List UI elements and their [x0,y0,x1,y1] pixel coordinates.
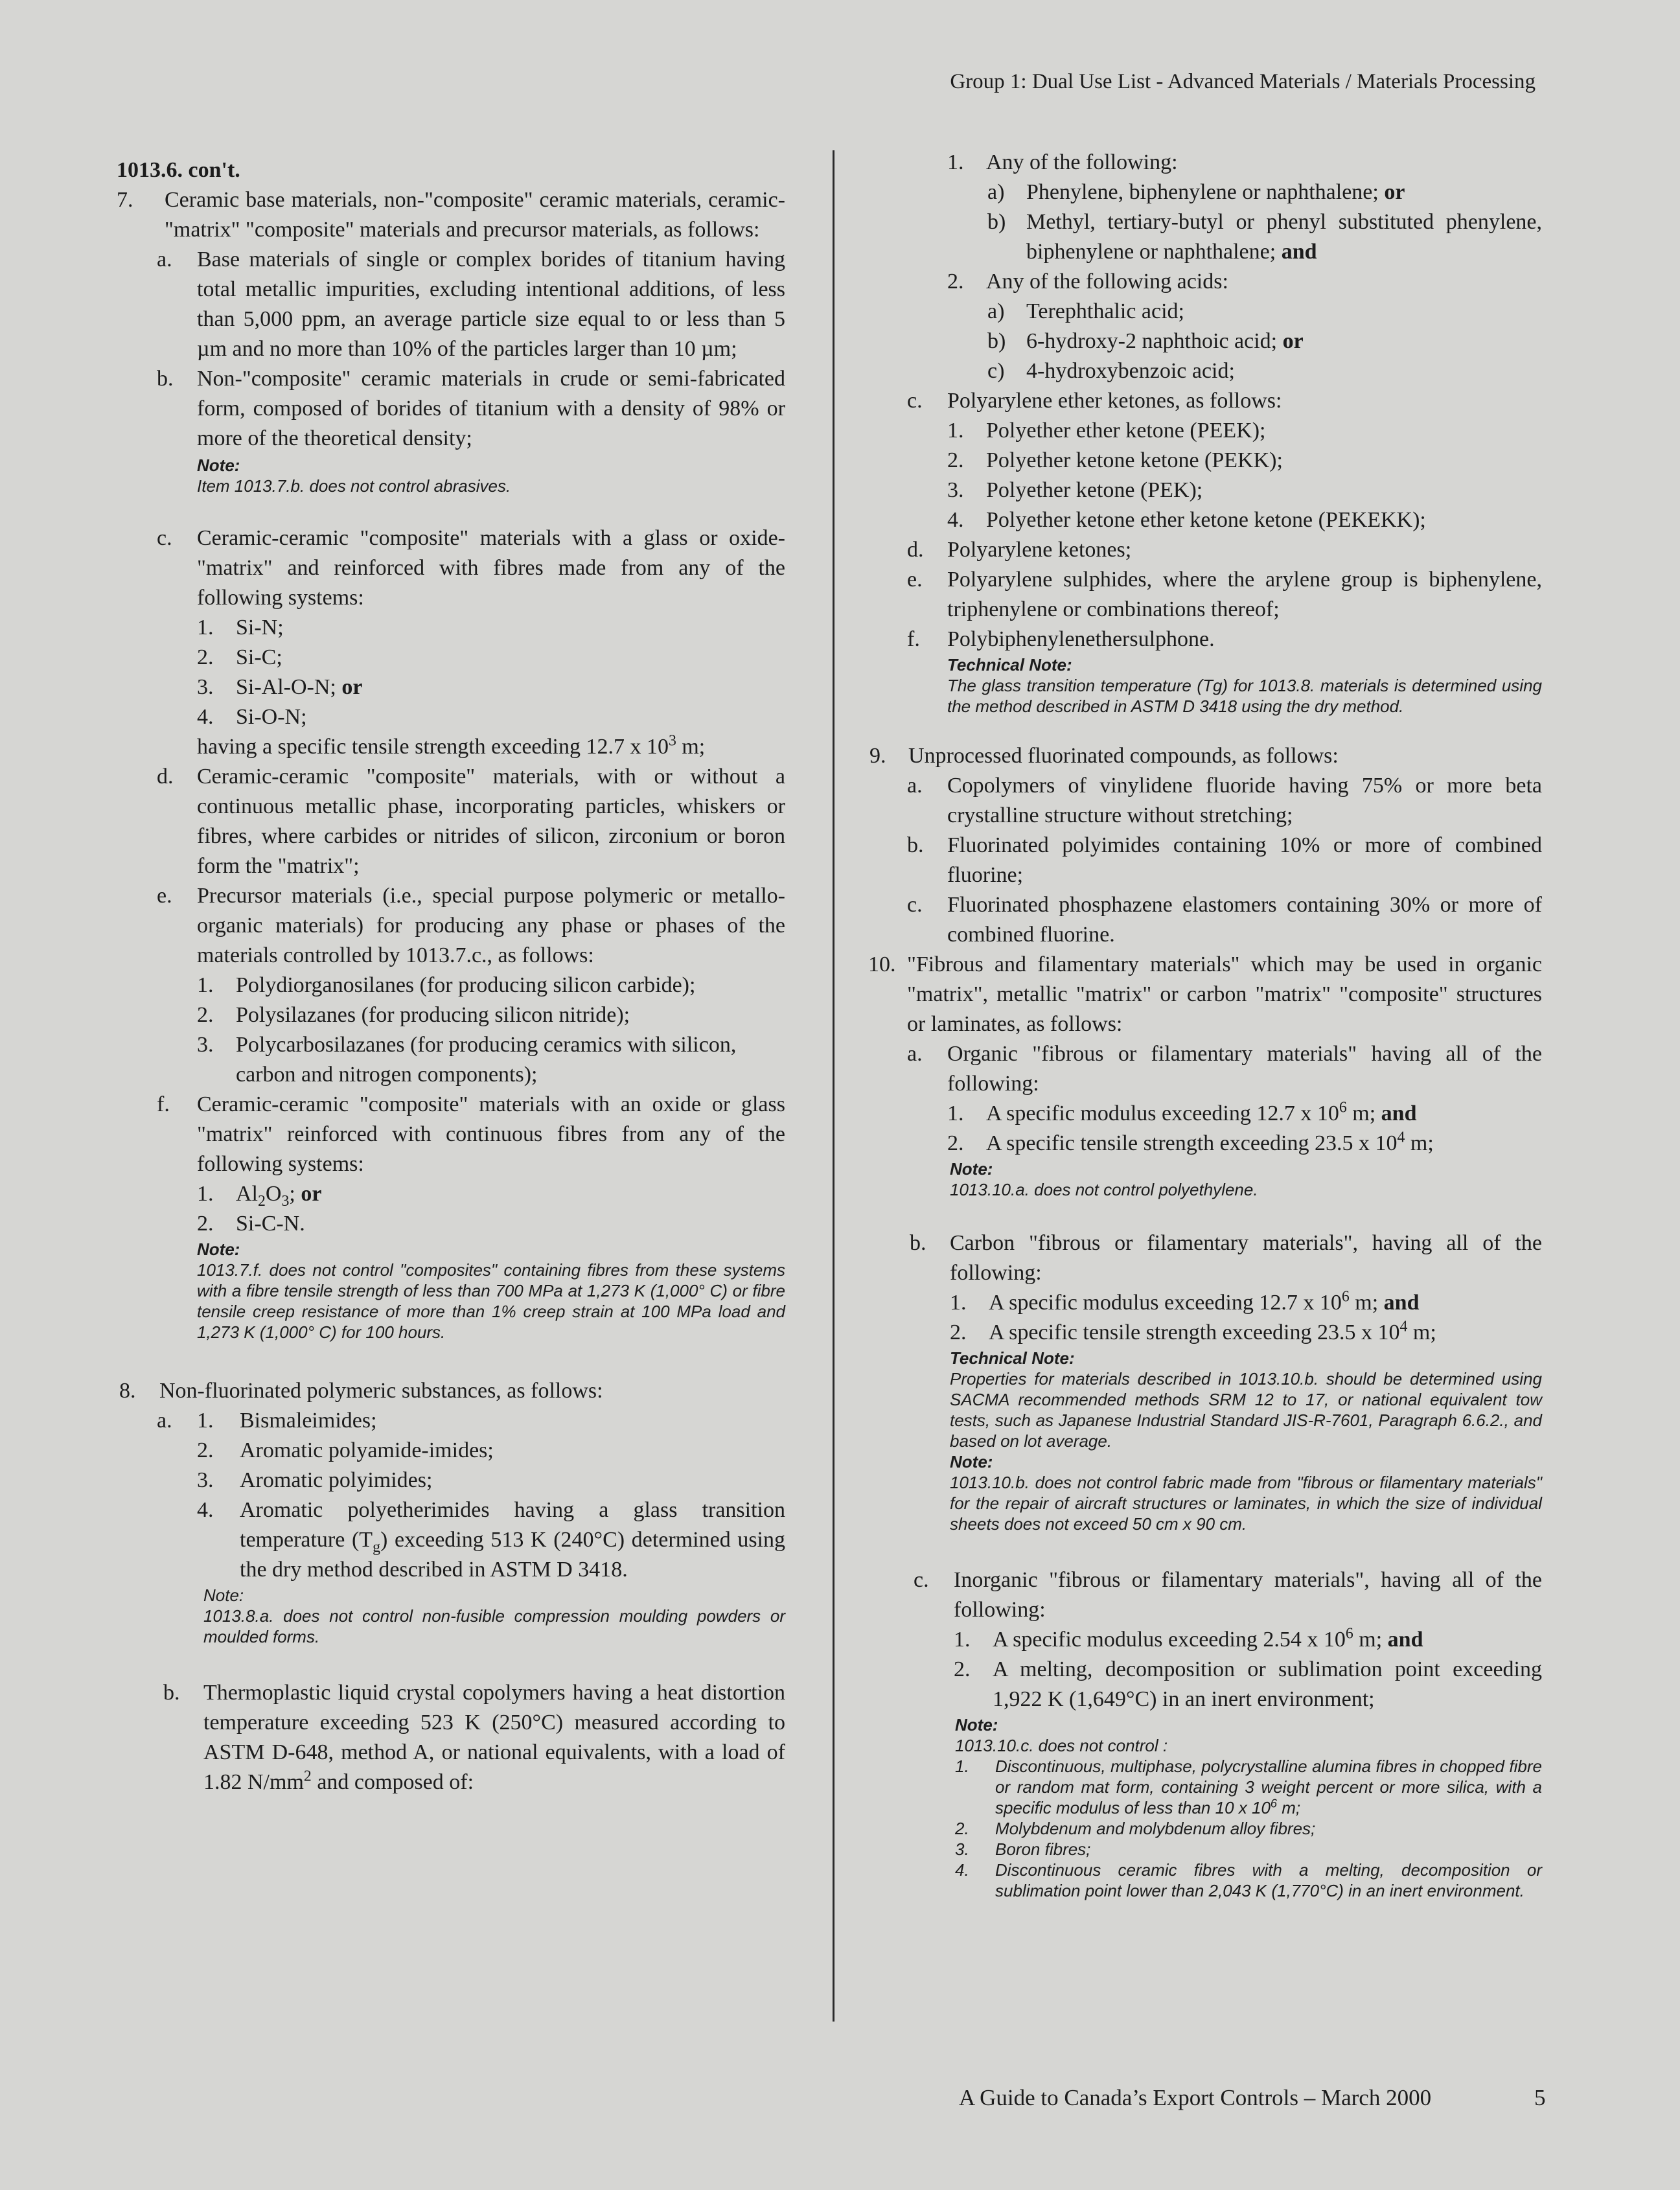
item-8e [860,565,1542,625]
item-10c [860,1565,1542,1625]
item-10a-2-text: A specific tensile strength exceeding 23.5 x 10 [986,1131,1398,1155]
item-10c-2 [860,1655,1542,1714]
item-7e [117,881,785,971]
item-8c-3-text: Polyether ketone (PEK); [986,478,1203,502]
item-10a-1-text: A specific modulus exceeding 12.7 x 10 [986,1101,1339,1125]
item-8b-exponent: 2 [303,1768,312,1785]
item-7b-text: Non-"composite" ceramic materials in crude or semi-fabricated form, composed of borides of titanium with a density of 98% or more of the theoretical density; [197,367,785,450]
item-10b-1-num: 1. [950,1291,967,1315]
item-9a-text: Copolymers of vinylidene fluoride having 75% or more beta crystalline structure without stretching; [947,774,1542,827]
item-8b-1a-or: or [1384,180,1405,204]
item-9b [860,831,1542,890]
technical-note-10b-text: Properties for materials described in 1013.10.b. should be determined using SACMA recommended methods SRM 12 to 17, or national equivalent tow tests, such as Japanese Industrial Standard JIS-R-7601, Paragraph 6.6.2., and based on lot average. [950,1369,1542,1451]
item-8c-letter: c. [907,389,923,413]
item-8a-1 [117,1406,785,1436]
item-10a-2 [860,1129,1542,1158]
item-7f [117,1090,785,1179]
item-9a [860,771,1542,831]
item-10b-2 [860,1318,1542,1348]
note-10c-item-4-num: 4. [955,1860,969,1880]
note-10c-item-1 [955,1756,1542,1818]
item-8b-text: Thermoplastic liquid crystal copolymers having a heat distortion temperature exceeding 523 K (250°C) measured according to ASTM D-648, method A, or national equivalents, with a load of 1.82 N/mm [203,1681,785,1794]
item-8b-2a [860,297,1542,327]
item-8b-2-num: 2. [947,270,964,294]
item-8c-3-num: 3. [947,478,964,502]
item-8a-2-num: 2. [197,1438,214,1462]
note-10c-item-4 [955,1860,1542,1901]
section-heading: 1013.6. con't. [117,158,240,182]
note-8a-label: Note: [203,1585,244,1605]
item-7c-3-num: 3. [197,675,214,699]
item-10c-text: Inorganic "fibrous or filamentary materials", having all of the following: [954,1568,1542,1622]
note-8a-text: 1013.8.a. does not control non-fusible compression moulding powders or moulded forms. [203,1606,785,1646]
item-7f-2 [117,1209,785,1239]
item-8c-3 [860,476,1542,505]
item-8b-text-end: and composed of: [311,1770,474,1794]
item-10b-1-unit: m; [1349,1291,1379,1315]
item-10a-letter: a. [907,1042,923,1066]
note-10c-item-4-text: Discontinuous ceramic fibres with a melting, decomposition or sublimation point lower than 2,043 K (1,770°C) in an inert environment. [995,1860,1542,1900]
item-10c-1-unit: m; [1353,1628,1383,1652]
item-10a-2-exponent: 4 [1397,1129,1405,1146]
item-10c-1-num: 1. [954,1628,971,1652]
item-7e-2-text: Polysilazanes (for producing silicon nitride); [236,1003,630,1027]
item-9b-text: Fluorinated polyimides containing 10% or more of combined fluorine; [947,833,1542,887]
note-10c-label: Note: [955,1715,998,1735]
item-8a-4 [117,1495,785,1585]
item-8b-2c-num: c) [987,359,1005,383]
item-8a-4-text: Aromatic polyetherimides having a glass transition temperature (T [240,1498,785,1552]
item-8a-1-num: 1. [197,1409,214,1433]
item-8c [860,386,1542,416]
item-10c-1 [860,1625,1542,1655]
item-9-text: Unprocessed fluorinated compounds, as follows: [908,744,1339,768]
technical-note-10b-label: Technical Note: [950,1348,1075,1368]
item-7c-3-text: Si-Al-O-N; [236,675,336,699]
item-8a-3 [117,1466,785,1495]
item-10a-1-unit: m; [1346,1101,1376,1125]
left-column [117,156,785,1797]
note-10c-item-3-text: Boron fibres; [995,1839,1091,1859]
item-8b-1-num: 1. [947,150,964,174]
item-7f-1-or: or [301,1182,322,1206]
item-10b-1 [860,1288,1542,1318]
item-7-number: 7. [117,188,133,212]
item-7e-1-num: 1. [197,973,214,997]
technical-note-8 [860,654,1542,717]
note-8a [117,1585,785,1647]
technical-note-10b [860,1348,1542,1534]
item-7c-tail-unit: m; [676,735,706,759]
item-10a-text: Organic "fibrous or filamentary materials" having all of the following: [947,1042,1542,1096]
item-7f-2-num: 2. [197,1212,214,1236]
item-10c-2-text: A melting, decomposition or sublimation point exceeding 1,922 K (1,649°C) in an inert environment; [993,1657,1542,1711]
item-7e-1-text: Polydiorganosilanes (for producing silicon carbide); [236,973,696,997]
item-7c-tail-exponent: 3 [668,732,676,750]
note-10c-item-3-num: 3. [955,1839,969,1859]
item-8a-letter: a. [157,1409,172,1433]
item-7f-1-o: O [265,1182,282,1206]
item-8c-1-text: Polyether ether ketone (PEEK); [986,419,1266,443]
note-7f [117,1239,785,1343]
item-7c-text: Ceramic-ceramic "composite" materials with a glass or oxide-"matrix" and reinforced with fibres made from any of the following systems: [197,526,785,610]
item-8b-1a-text: Phenylene, biphenylene or naphthalene; [1026,180,1379,204]
item-8b-1b-and: and [1281,240,1317,264]
item-10b-1-exponent: 6 [1341,1288,1350,1306]
item-7e-3 [117,1030,785,1090]
item-10c-2-num: 2. [954,1657,971,1681]
item-8a-2 [117,1436,785,1466]
note-10c-item-3 [955,1839,1542,1860]
item-9c-text: Fluorinated phosphazene elastomers containing 30% or more of combined fluorine. [947,893,1542,947]
item-7c-letter: c. [157,526,172,550]
note-7b-label: Note: [197,455,240,475]
note-10b-label: Note: [950,1452,993,1471]
item-7b-letter: b. [157,367,174,391]
item-8a-3-text: Aromatic polyimides; [240,1468,433,1492]
note-10c [860,1714,1542,1901]
item-8b-1a [860,178,1542,207]
item-10a-1-and: and [1381,1101,1417,1125]
item-7e-1 [117,971,785,1000]
page-footer: A Guide to Canada’s Export Controls – March 2000 [959,2085,1432,2110]
item-7f-1-semicolon: ; [289,1182,295,1206]
item-7e-2 [117,1000,785,1030]
item-7c-4-num: 4. [197,705,214,729]
item-10a-2-num: 2. [947,1131,964,1155]
item-7 [117,185,785,245]
item-10b-2-exponent: 4 [1399,1318,1408,1335]
item-7c-1 [117,613,785,643]
note-10c-item-2 [955,1818,1542,1839]
item-8b-2 [860,267,1542,297]
item-9a-letter: a. [907,774,923,798]
item-9c [860,890,1542,950]
note-10b-text: 1013.10.b. does not control fabric made from "fibrous or filamentary materials" for the repair of aircraft structures or laminates, in which the size of individual sheets does not exceed 50 cm x 90 cm. [950,1473,1542,1534]
item-10c-1-text: A specific modulus exceeding 2.54 x 10 [993,1628,1346,1652]
note-10c-item-2-num: 2. [955,1819,969,1838]
item-7c-tail [117,732,785,762]
item-10c-1-and: and [1387,1628,1423,1652]
item-8b-1b-num: b) [987,210,1006,234]
item-7e-text: Precursor materials (i.e., special purpose polymeric or metallo-organic materials) for producing any phase or phases of the materials controlled by 1013.7.c., as follows: [197,884,785,967]
item-8a-1-text: Bismaleimides; [240,1409,377,1433]
item-8b-1a-num: a) [987,180,1005,204]
item-10b-1-text: A specific modulus exceeding 12.7 x 10 [989,1291,1342,1315]
item-8b-2a-num: a) [987,299,1005,323]
item-9c-letter: c. [907,893,923,917]
item-10a-1-exponent: 6 [1339,1099,1347,1116]
item-7a [117,245,785,364]
item-10b-2-unit: m; [1407,1320,1436,1344]
item-8c-2 [860,446,1542,476]
item-7-text: Ceramic base materials, non-"composite" ceramic materials, ceramic-"matrix" "composite" materials and precursor materials, as follows: [165,188,785,242]
note-10c-item-1-unit: m; [1277,1798,1301,1817]
item-7c-4-text: Si-O-N; [236,705,307,729]
item-8c-4-text: Polyether ketone ether ketone ketone (PEKEKK); [986,508,1426,532]
item-7c-4 [117,702,785,732]
item-8b-2c [860,356,1542,386]
item-7f-1-al: Al [236,1182,258,1206]
item-7d [117,762,785,881]
item-8e-text: Polyarylene sulphides, where the arylene group is biphenylene, triphenylene or combinations thereof; [947,568,1542,621]
item-10b-letter: b. [910,1231,926,1255]
item-10b-1-and: and [1383,1291,1420,1315]
item-8b-1-text: Any of the following: [986,150,1178,174]
item-7e-letter: e. [157,884,172,908]
item-7e-2-num: 2. [197,1003,214,1027]
item-7e-3-num: 3. [197,1033,214,1057]
item-8c-2-num: 2. [947,448,964,472]
note-10a-text: 1013.10.a. does not control polyethylene. [950,1180,1258,1199]
item-7c [117,524,785,613]
item-9-number: 9. [869,744,886,768]
item-8c-1-num: 1. [947,419,964,443]
item-9b-letter: b. [907,833,924,857]
note-10c-item-2-text: Molybdenum and molybdenum alloy fibres; [995,1819,1316,1838]
note-10a [860,1158,1542,1200]
note-10c-item-1-text: Discontinuous, multiphase, polycrystalline alumina fibres in chopped fibre or random mat form, containing 3 weight percent or more silica, with a specific modulus of less than 10 x 10 [995,1757,1542,1817]
item-8a-4-num: 4. [197,1498,214,1522]
item-8a-3-num: 3. [197,1468,214,1492]
item-7f-1-sub2: 3 [281,1192,290,1210]
item-10c-1-exponent: 6 [1345,1625,1353,1642]
item-8b-1b [860,207,1542,267]
item-8b-1 [860,148,1542,178]
item-7f-text: Ceramic-ceramic "composite" materials with an oxide or glass "matrix" reinforced with continuous fibres from any of the following systems: [197,1092,785,1176]
item-7f-2-text: Si-C-N. [236,1212,305,1236]
item-7f-1-num: 1. [197,1182,214,1206]
item-8d-letter: d. [907,538,924,562]
item-10-text: "Fibrous and filamentary materials" which may be used in organic "matrix", metallic "matrix" or carbon "matrix" "composite" structures or laminates, as follows: [907,952,1542,1036]
column-divider [833,150,834,2022]
item-10a [860,1039,1542,1099]
item-8f-letter: f. [907,627,920,651]
item-8c-text: Polyarylene ether ketones, as follows: [947,389,1282,413]
right-column [860,148,1542,1901]
note-7f-text: 1013.7.f. does not control "composites" containing fibres from these systems with a fibre tensile strength of less than 700 MPa at 1,273 K (1,000° C) or fibre tensile creep resistance of more than 1% creep strain at 100 MPa load and 1,273 K (1,000° C) for 100 hours. [197,1260,785,1342]
item-7c-2-text: Si-C; [236,645,282,669]
item-7d-letter: d. [157,765,174,789]
item-10b [860,1228,1542,1288]
item-8a-4-text-end: ) exceeding 513 K (240°C) determined using the dry method described in ASTM D 3418. [240,1528,786,1582]
note-10c-intro: 1013.10.c. does not control : [955,1736,1168,1755]
item-7a-letter: a. [157,248,172,271]
item-8d-text: Polyarylene ketones; [947,538,1132,562]
item-8d [860,535,1542,565]
item-8e-letter: e. [907,568,923,592]
item-7c-1-num: 1. [197,616,214,640]
item-8a-2-text: Aromatic polyamide-imides; [240,1438,494,1462]
item-10b-text: Carbon "fibrous or filamentary materials", having all of the following: [950,1231,1542,1285]
item-10c-letter: c. [914,1568,929,1592]
page-header: Group 1: Dual Use List - Advanced Materials / Materials Processing [950,70,1536,93]
item-8b-2c-text: 4-hydroxybenzoic acid; [1026,359,1235,383]
item-8f [860,625,1542,654]
item-7c-3 [117,673,785,702]
item-8c-4-num: 4. [947,508,964,532]
item-7b [117,364,785,454]
item-8a-4-subscript: g [373,1538,380,1556]
item-10-number: 10. [868,952,896,976]
item-9 [860,741,1542,771]
page-number: 5 [1534,2085,1546,2110]
item-8b-2b-or: or [1282,329,1304,353]
item-7f-1 [117,1179,785,1209]
item-7f-1-sub1: 2 [258,1192,266,1210]
item-8b-2-text: Any of the following acids: [986,270,1228,294]
item-8-number: 8. [119,1379,136,1403]
item-8c-2-text: Polyether ketone ketone (PEKK); [986,448,1283,472]
item-10 [860,950,1542,1039]
technical-note-8-label: Technical Note: [947,655,1072,674]
item-8b [117,1678,785,1797]
item-7f-letter: f. [157,1092,170,1116]
note-7f-label: Note: [197,1239,240,1259]
item-8b-2b-num: b) [987,329,1006,353]
note-10c-item-1-exponent: 6 [1270,1797,1278,1810]
item-8b-letter: b. [163,1681,180,1705]
item-8f-text: Polybiphenylenethersulphone. [947,627,1215,651]
note-7b [117,455,785,496]
note-10a-label: Note: [950,1159,993,1179]
item-10b-2-num: 2. [950,1320,967,1344]
item-8c-1 [860,416,1542,446]
item-10a-1 [860,1099,1542,1129]
item-7c-3-or: or [341,675,363,699]
technical-note-8-text: The glass transition temperature (Tg) for 1013.8. materials is determined using the method described in ASTM D 3418 using the dry method. [947,676,1542,716]
item-8-text: Non-fluorinated polymeric substances, as follows: [159,1379,603,1403]
note-7b-text: Item 1013.7.b. does not control abrasives. [197,476,511,496]
item-7a-text: Base materials of single or complex borides of titanium having total metallic impurities, excluding intentional additions, of less than 5,000 ppm, an average particle size equal to or less than 5 µm and no more than 10% of the particles larger than 10 µm; [197,248,785,361]
item-7d-text: Ceramic-ceramic "composite" materials, with or without a continuous metallic phase, incorporating particles, whiskers or fibres, where carbides or nitrides of silicon, zirconium or boron form the "matrix"; [197,765,785,878]
note-10c-item-1-num: 1. [955,1757,969,1776]
item-8 [117,1376,785,1406]
item-7c-tail-text: having a specific tensile strength exceeding 12.7 x 10 [197,735,669,759]
item-7c-1-text: Si-N; [236,616,284,640]
item-8c-4 [860,505,1542,535]
item-8b-2b [860,327,1542,356]
item-10b-2-text: A specific tensile strength exceeding 23.5 x 10 [989,1320,1400,1344]
item-7c-2-num: 2. [197,645,214,669]
item-10a-1-num: 1. [947,1101,964,1125]
item-8b-1b-text: Methyl, tertiary-butyl or phenyl substituted phenylene, biphenylene or naphthalene; [1026,210,1542,264]
item-10a-2-unit: m; [1405,1131,1434,1155]
item-7c-2 [117,643,785,673]
item-8b-2a-text: Terephthalic acid; [1026,299,1184,323]
item-8b-2b-text: 6-hydroxy-2 naphthoic acid; [1026,329,1278,353]
item-7e-3-text: Polycarbosilazanes (for producing ceramics with silicon, carbon and nitrogen components); [236,1033,737,1087]
